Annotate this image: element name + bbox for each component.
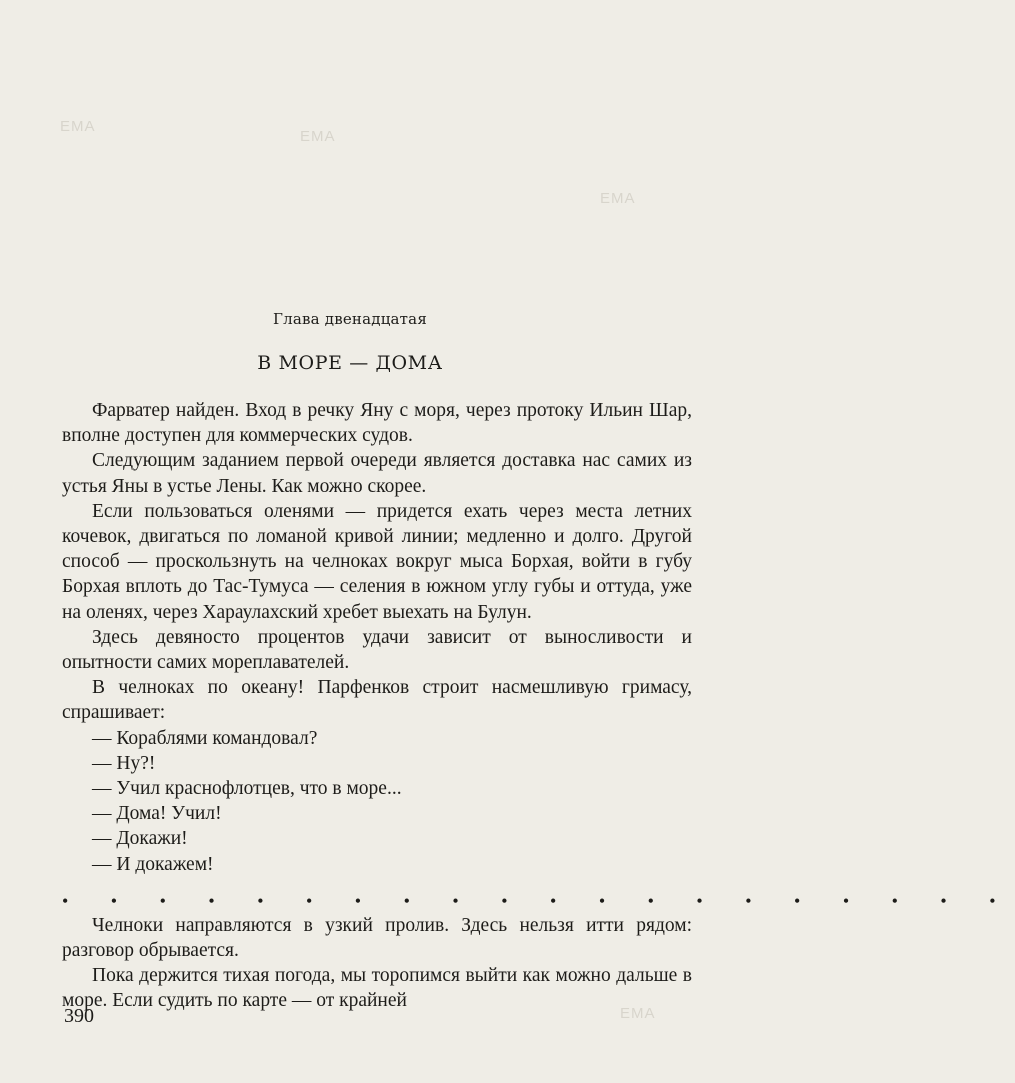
watermark-stamp: EMA bbox=[60, 118, 96, 135]
watermark-stamp: EMA bbox=[620, 1005, 656, 1022]
dialogue-line: — И докажем! bbox=[92, 853, 214, 875]
dialogue-line: — Кораблями командовал? bbox=[92, 727, 318, 749]
chapter-body bbox=[62, 398, 1015, 1014]
chapter-label: Глава двенадцатая bbox=[273, 310, 427, 328]
section-separator: • • • • • • • • • • • • • • • • • • • • bbox=[62, 890, 1015, 911]
watermark-stamp: EMA bbox=[600, 190, 636, 207]
dialogue-line: — Докажи! bbox=[92, 828, 188, 850]
chapter-title: В МОРЕ — ДОМА bbox=[257, 352, 443, 374]
paragraph: Здесь девяносто процентов удачи зависит от выносливости и опытности самих мореплавателей. bbox=[62, 626, 692, 674]
watermark-stamp: EMA bbox=[300, 128, 336, 145]
paragraph: Пока держится тихая погода, мы торопимся выйти как можно дальше в море. Если судить по карте — от крайней bbox=[62, 965, 692, 1012]
paragraph: Если пользоваться оленями — придется ехать через места летних кочевок, двигаться по ломаной кривой линии; медленно и долго. Другой способ — проскользнуть на челноках вокруг мыса Борхая, войти в губу Борхая вплоть до Тас-Тумуса — селения в южном углу губы и оттуда, уже на оленях, через Хараулахский хребет выехать на Булун. bbox=[62, 500, 692, 623]
page-number: 390 bbox=[64, 1005, 94, 1027]
dialogue-line: — Учил краснофлотцев, что в море... bbox=[92, 778, 402, 800]
paragraph: Челноки направляются в узкий пролив. Здесь нельзя итти рядом: разговор обрывается. bbox=[62, 914, 692, 962]
paragraph: Следующим заданием первой очереди является доставка нас самих из устья Яны в устье Лены. Как можно скорее. bbox=[62, 450, 692, 497]
dialogue-line: — Ну?! bbox=[92, 752, 156, 774]
dialogue-line: — Дома! Учил! bbox=[92, 803, 222, 825]
paragraph: Фарватер найден. Вход в речку Яну с моря, через протоку Ильин Шар, вполне доступен для коммерческих судов. bbox=[62, 400, 692, 447]
paragraph: В челноках по океану! Парфенков строит насмешливую гримасу, спрашивает: bbox=[62, 677, 692, 724]
